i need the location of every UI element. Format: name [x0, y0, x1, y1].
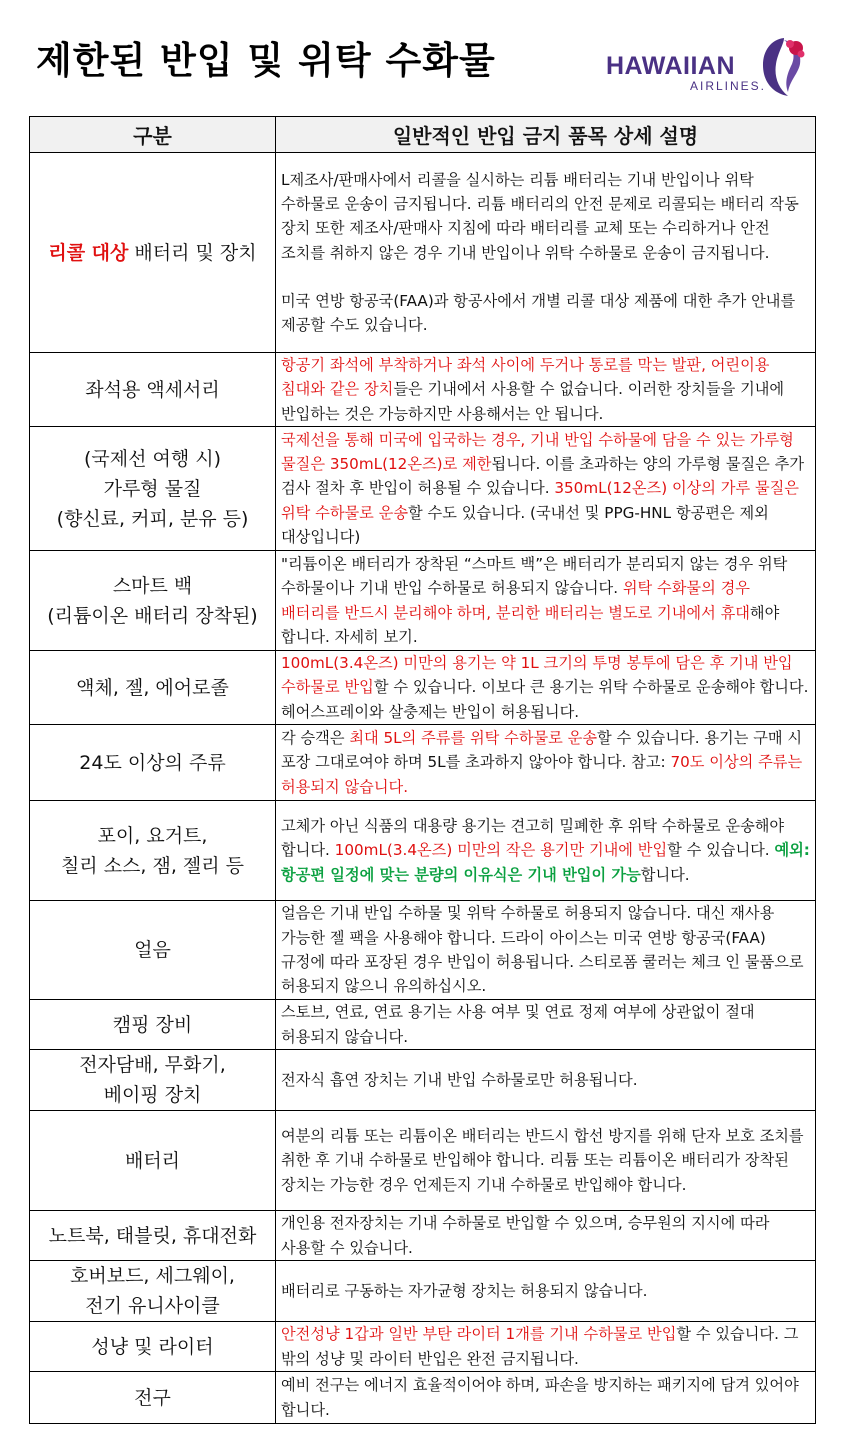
table-row	[30, 1211, 816, 1261]
description-highlight: 국제선을 통해 미국에 입국하는 경우, 기내 반입 수하물에 담을 수 있는 가루형 물질은 350mL(12온즈)로 제한	[281, 430, 794, 474]
description-highlight: 항공기 좌석에 부착하거나 좌석 사이에 두거나 통로를 막는 발판, 어린이용 침대와 같은 장치	[281, 356, 770, 399]
logo-sub: AIRLINES.	[690, 79, 767, 93]
category-cell: (국제선 여행 시) 가루형 물질 (향신료, 커피, 분유 등)	[30, 427, 276, 551]
description-text: 해야 합니다. 자세히 보기.	[281, 603, 780, 646]
description-text: L제조사/판매사에서 리콜을 실시하는 리튬 배터리는 기내 반입이나 위탁 수하물로 운송이 금지됩니다. 리튬 배터리의 안전 문제로 리콜되는 배터리 작동 장치 또한 제조사/판매사 지침에 따라 배터리를 교체 또는 수리하거나 안전 조치를 취하지 않은 경우 기내 반입이나 위탁 수하물로 운송이 금지됩니다.	[281, 170, 799, 262]
description-cell: 배터리로 구동하는 자가균형 장치는 허용되지 않습니다.	[276, 1261, 816, 1322]
category-cell: 캠핑 장비	[30, 1000, 276, 1050]
description-cell: 스토브, 연료, 연료 용기는 사용 여부 및 연료 정제 여부에 상관없이 절대 허용되지 않습니다.	[276, 1000, 816, 1050]
category-cell: 얼음	[30, 901, 276, 1000]
description-cell: 예비 전구는 에너지 효율적이어야 하며, 파손을 방지하는 패키지에 담겨 있어야 합니다.	[276, 1372, 816, 1424]
pualani-icon	[754, 34, 812, 98]
description-text: 할 수 있습니다. 이보다 큰 용기는 위탁 수하물로 운송해야 합니다. 헤어스프레이와 살충제는 반입이 허용됩니다.	[281, 678, 809, 721]
table-row	[30, 1372, 816, 1424]
category-cell: 액체, 젤, 에어로졸	[30, 651, 276, 725]
description-cell: 전자식 흡연 장치는 기내 반입 수하물로만 허용됩니다.	[276, 1050, 816, 1111]
table-row	[30, 651, 816, 725]
category-highlight: 리콜 대상	[48, 241, 129, 264]
category-cell	[30, 153, 276, 353]
description-text: 할 수 있습니다. 용기는 구매 시 포장 그대로여야 하며 5L를 초과하지 않아야 합니다. 참고:	[281, 729, 803, 772]
table-row	[30, 1000, 816, 1050]
logo-name: HAWAIIAN	[606, 52, 735, 80]
category-cell: 호버보드, 세그웨이, 전기 유니사이클	[30, 1261, 276, 1322]
description-text: 미국 연방 항공국(FAA)과 항공사에서 개별 리콜 대상 제품에 대한 추가 안내를 제공할 수도 있습니다.	[281, 291, 796, 335]
page-title: 제한된 반입 및 위탁 수화물	[36, 39, 496, 82]
header-category: 구분	[30, 117, 276, 153]
description-text: 할 수 있습니다. 그 밖의 성냥 및 라이터 반입은 완전 금지됩니다.	[281, 1325, 799, 1368]
table-header-row	[30, 117, 816, 153]
category-cell: 배터리	[30, 1111, 276, 1211]
restricted-items-table	[29, 116, 816, 1424]
table-row	[30, 153, 816, 353]
category-cell: 포이, 요거트, 칠리 소스, 잼, 젤리 등	[30, 801, 276, 901]
category-cell: 스마트 백 (리튬이온 배터리 장착된)	[30, 551, 276, 651]
description-cell: 개인용 전자장치는 기내 수하물로 반입할 수 있으며, 승무원의 지시에 따라 사용할 수 있습니다.	[276, 1211, 816, 1261]
description-text: 할 수도 있습니다. (국내선 및 PPG-HNL 항공편은 제외 대상입니다)	[281, 503, 769, 546]
description-text: 됩니다. 이를 초과하는 양의 가루형 물질은 추가 검사 절차 후 반입이 허용될 수 있습니다.	[281, 455, 804, 498]
description-highlight: 70도 이상의 주류는 허용되지 않습니다.	[281, 753, 803, 796]
table-row	[30, 901, 816, 1000]
description-highlight: 최대 5L의 주류를 위탁 수하물로 운송	[349, 729, 598, 748]
description-cell: 여분의 리튬 또는 리튬이온 배터리는 반드시 합선 방지를 위해 단자 보호 조치를 취한 후 기내 수하물로 반입해야 합니다. 리튬 또는 리튬이온 배터리가 장착된 장치는 가능한 경우 언제든지 기내 수하물로 반입해야 합니다.	[276, 1111, 816, 1211]
category-label: 배터리 및 장치	[128, 241, 257, 264]
table-row	[30, 725, 816, 801]
category-cell: 전자담배, 무화기, 베이핑 장치	[30, 1050, 276, 1111]
table-row	[30, 551, 816, 651]
description-cell	[276, 427, 816, 551]
description-highlight: 안전성냥 1갑과 일반 부탄 라이터 1개를 기내 수하물로 반입	[281, 1325, 677, 1344]
description-cell	[276, 1322, 816, 1372]
table-row	[30, 1111, 816, 1211]
description-exception: 예외: 항공편 일정에 맞는 분량의 이유식은 기내 반입이 가능	[281, 841, 810, 884]
header-description: 일반적인 반입 금지 품목 상세 설명	[276, 117, 816, 153]
description-text: 고체가 아닌 식품의 대용량 용기는 견고히 밀폐한 후 위탁 수하물로 운송해야 합니다.	[281, 817, 785, 860]
category-cell: 좌석용 액세서리	[30, 353, 276, 427]
description-cell: 얼음은 기내 반입 수하물 및 위탁 수하물로 허용되지 않습니다. 대신 재사용 가능한 젤 팩을 사용해야 합니다. 드라이 아이스는 미국 연방 항공국(FAA) 규정에 따라 포장된 경우 반입이 허용됩니다. 스티로폼 쿨러는 체크 인 물품으로 허용되지 않으니 유의하십시오.	[276, 901, 816, 1000]
category-cell: 노트북, 태블릿, 휴대전화	[30, 1211, 276, 1261]
description-highlight: 100mL(3.4온즈) 미만의 용기는 약 1L 크기의 투명 봉투에 담은 후 기내 반입 수하물로 반입	[281, 654, 793, 697]
hawaiian-airlines-logo	[606, 34, 812, 98]
category-cell: 전구	[30, 1372, 276, 1424]
description-highlight: 100mL(3.4온즈) 미만의 작은 용기만 기내에 반입	[334, 841, 668, 860]
description-text: 할 수 있습니다.	[667, 841, 775, 860]
category-cell: 24도 이상의 주류	[30, 725, 276, 801]
description-cell	[276, 153, 816, 353]
category-cell: 성냥 및 라이터	[30, 1322, 276, 1372]
description-cell	[276, 801, 816, 901]
table-row	[30, 1050, 816, 1111]
description-cell	[276, 551, 816, 651]
description-text: 들은 기내에서 사용할 수 없습니다. 이러한 장치들을 기내에 반입하는 것은 가능하지만 사용해서는 안 됩니다.	[281, 380, 785, 423]
table-row	[30, 1261, 816, 1322]
table-row	[30, 801, 816, 901]
description-text: 각 승객은	[281, 729, 350, 748]
description-highlight: 350mL(12온즈) 이상의 가루 물질은 위탁 수하물로 운송	[281, 479, 799, 522]
description-text: 합니다.	[640, 865, 690, 884]
description-cell	[276, 353, 816, 427]
table-row	[30, 427, 816, 551]
description-text: "리튬이온 배터리가 장착된 “스마트 백”은 배터리가 분리되지 않는 경우 위탁 수하물이나 기내 반입 수하물로 허용되지 않습니다.	[281, 554, 788, 598]
description-highlight: 위탁 수화물의 경우 배터리를 반드시 분리해야 하며, 분리한 배터리는 별도로 기내에서 휴대	[281, 579, 750, 622]
table-row	[30, 1322, 816, 1372]
description-cell	[276, 725, 816, 801]
description-cell	[276, 651, 816, 725]
table-row	[30, 353, 816, 427]
